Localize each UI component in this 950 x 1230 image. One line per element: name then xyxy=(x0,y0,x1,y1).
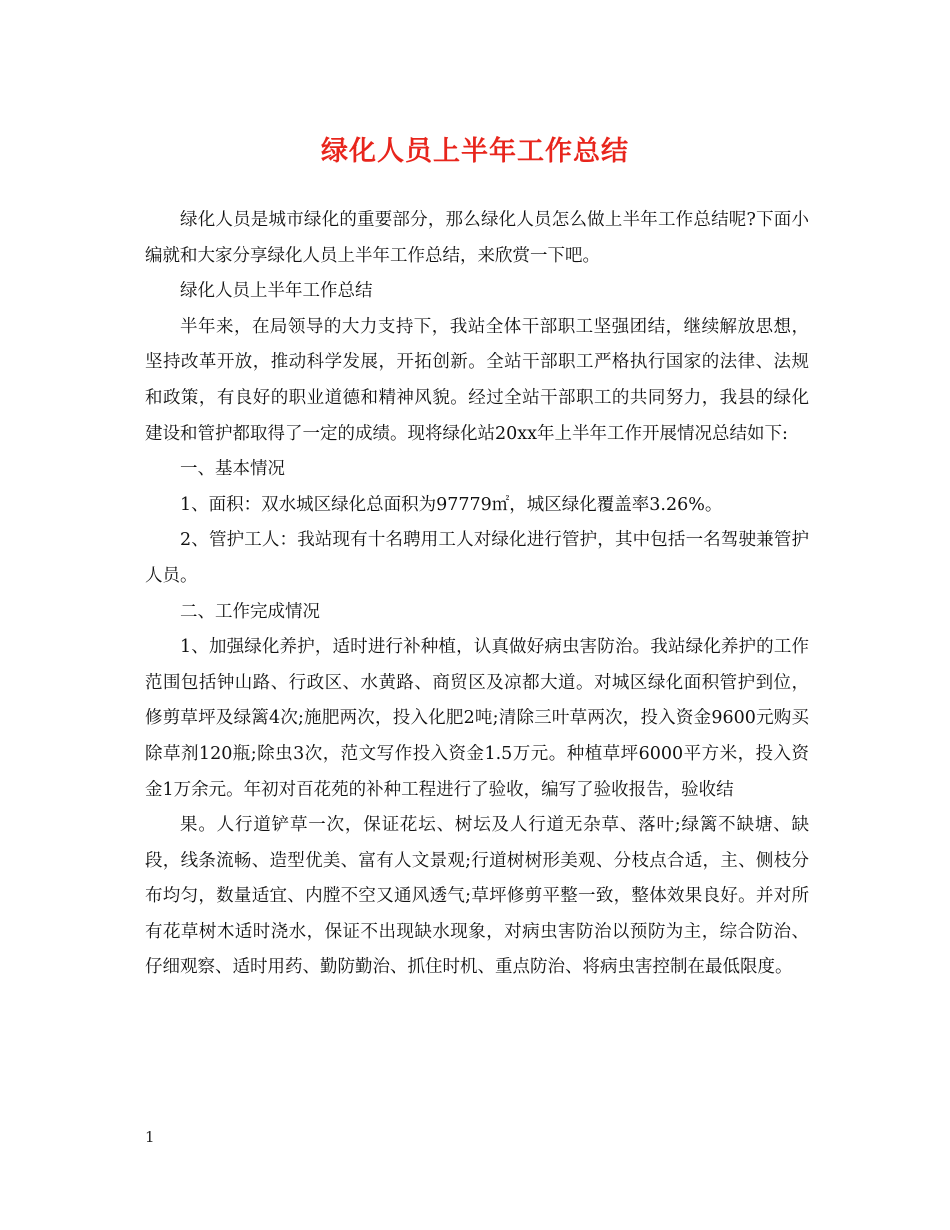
heading-basic-situation: 一、基本情况 xyxy=(180,459,285,480)
heading-work-completion: 二、工作完成情况 xyxy=(180,601,320,622)
page-number: 1 xyxy=(145,1128,155,1146)
paragraph-subtitle: 绿化人员上半年工作总结 xyxy=(180,281,373,302)
paragraph-workers: 2、管护工人：我站现有十名聘用工人对绿化进行管护，其中包括一名驾驶兼管护人员。 xyxy=(145,530,809,586)
paragraph-maintenance: 1、加强绿化养护，适时进行补种植，认真做好病虫害防治。我站绿化养护的工作范围包括钟山路、行政区、水黄路、商贸区及凉都大道。对城区绿化面积管护到位，修剪草坪及绿篱4次;施肥两次，投入化肥2吨;清除三叶草两次，投入资金9600元购买除草剂120瓶;除虫3次，范文写作投入资金1.5万元。种植草坪6000平方米，投入资金1万余元。年初对百花苑的补种工程进行了验收，编写了验收报告，验收结 xyxy=(145,637,809,800)
document-body xyxy=(145,203,809,986)
paragraph-overview: 半年来，在局领导的大力支持下，我站全体干部职工坚强团结，继续解放思想，坚持改革开放，推动科学发展，开拓创新。全站干部职工严格执行国家的法律、法规和政策，有良好的职业道德和精神风貌。经过全站干部职工的共同努力，我县的绿化建设和管护都取得了一定的成绩。现将绿化站20xx年上半年工作开展情况总结如下: xyxy=(145,316,809,444)
paragraph-maintenance-result: 果。人行道铲草一次，保证花坛、树坛及人行道无杂草、落叶;绿篱不缺塘、缺段，线条流畅、造型优美、富有人文景观;行道树树形美观、分枝点合适，主、侧枝分布均匀，数量适宜、内膛不空又通风透气;草坪修剪平整一致，整体效果良好。并对所有花草树木适时浇水，保证不出现缺水现象，对病虫害防治以预防为主，综合防治、仔细观察、适时用药、勤防勤治、抓住时机、重点防治、将病虫害控制在最低限度。 xyxy=(145,815,809,978)
document-title: 绿化人员上半年工作总结 xyxy=(321,136,629,167)
paragraph-area: 1、面积：双水城区绿化总面积为97779㎡，城区绿化覆盖率3.26%。 xyxy=(180,494,723,515)
paragraph-intro: 绿化人员是城市绿化的重要部分，那么绿化人员怎么做上半年工作总结呢?下面小编就和大家分享绿化人员上半年工作总结，来欣赏一下吧。 xyxy=(145,210,809,266)
